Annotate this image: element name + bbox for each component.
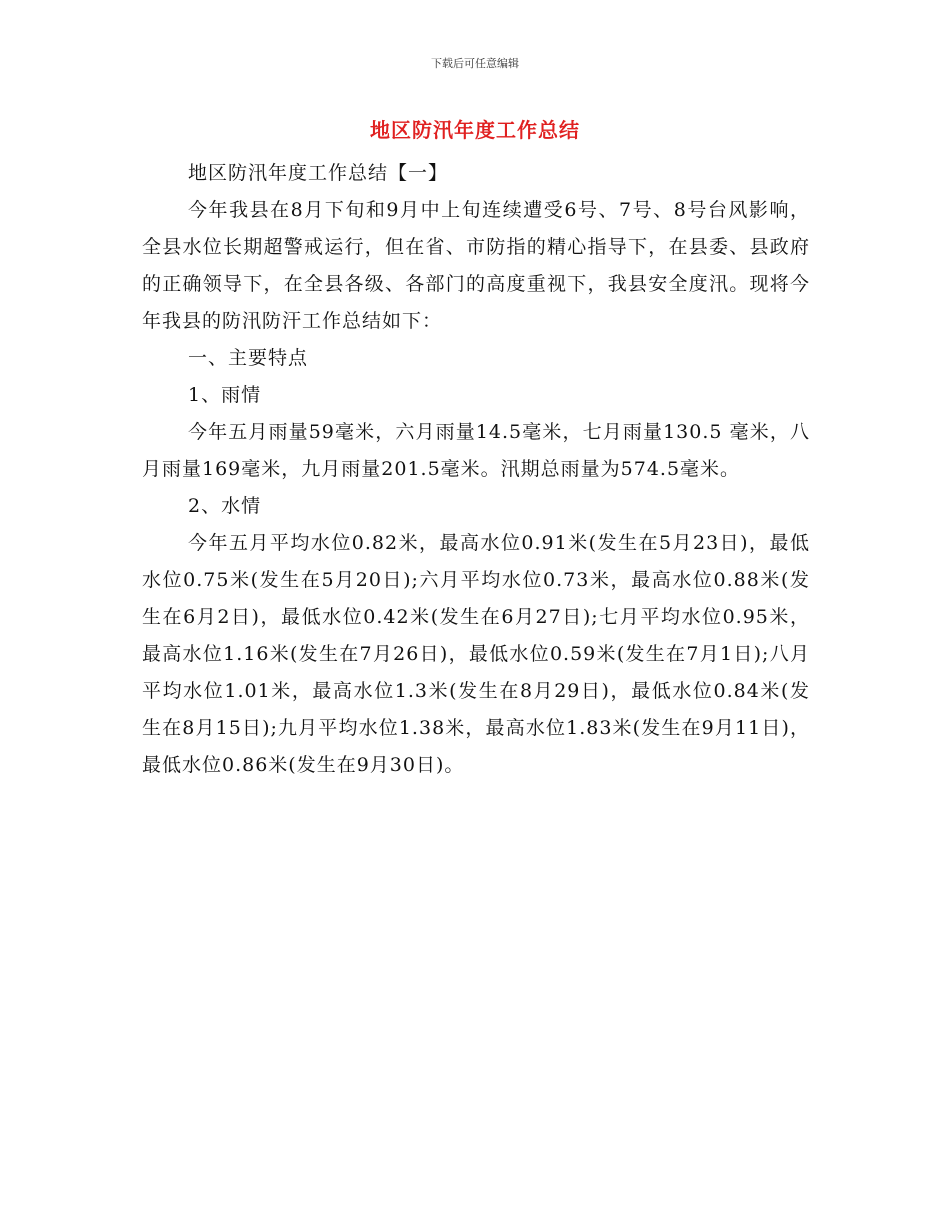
section-heading: 地区防汛年度工作总结【一】 <box>188 162 449 184</box>
rainfall-paragraph: 今年五月雨量59毫米，六月雨量14.5毫米，七月雨量130.5 毫米，八月雨量169毫米，九月雨量201.5毫米。汛期总雨量为574.5毫米。 <box>142 421 810 480</box>
document-body <box>142 155 810 784</box>
document-title: 地区防汛年度工作总结 <box>370 118 580 142</box>
rainfall-heading: 1、雨情 <box>188 384 262 406</box>
water-level-heading: 2、水情 <box>188 495 262 517</box>
intro-paragraph: 今年我县在8月下旬和9月中上旬连续遭受6号、7号、8号台风影响，全县水位长期超警戒运行，但在省、市防指的精心指导下，在县委、县政府的正确领导下，在全县各级、各部门的高度重视下，我县安全度汛。现将今年我县的防汛防汗工作总结如下： <box>142 199 810 332</box>
water-level-paragraph: 今年五月平均水位0.82米，最高水位0.91米(发生在5月23日)，最低水位0.75米(发生在5月20日);六月平均水位0.73米，最高水位0.88米(发生在6月2日)，最低水位0.42米(发生在6月27日);七月平均水位0.95米，最高水位1.16米(发生在7月26日)，最低水位0.59米(发生在7月1日);八月平均水位1.01米，最高水位1.3米(发生在8月29日)，最低水位0.84米(发生在8月15日);九月平均水位1.38米，最高水位1.83米(发生在9月11日)，最低水位0.86米(发生在9月30日)。 <box>142 532 810 776</box>
header-note: 下载后可任意编辑 <box>431 57 519 70</box>
subsection-heading: 一、主要特点 <box>188 347 309 369</box>
